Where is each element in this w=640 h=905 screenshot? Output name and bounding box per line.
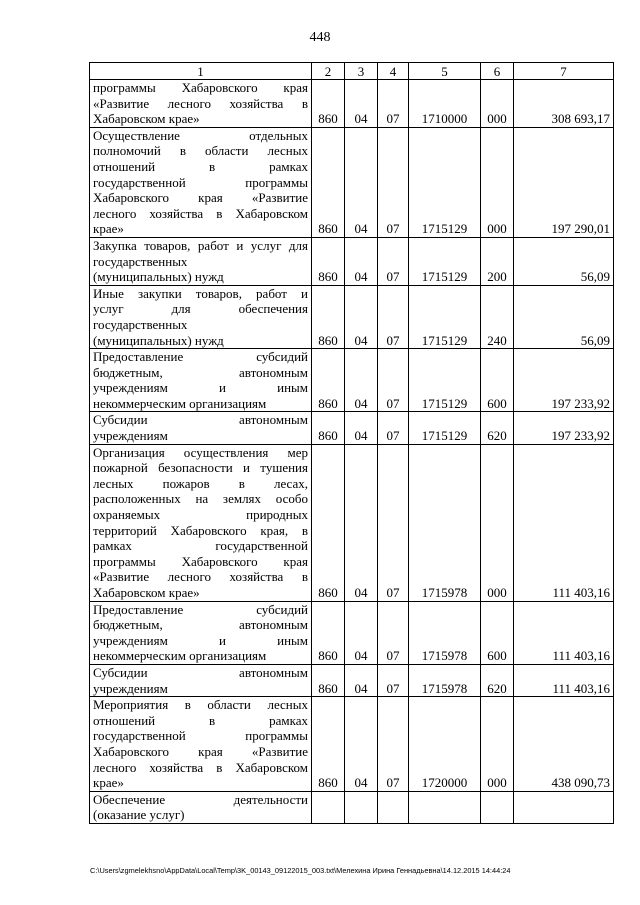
budget-code-cell: 860 bbox=[312, 412, 345, 444]
target-article-cell bbox=[409, 791, 481, 823]
target-article-cell: 1715129 bbox=[409, 412, 481, 444]
amount-cell: 111 403,16 bbox=[514, 601, 614, 664]
item-name-cell bbox=[90, 444, 312, 601]
amount-cell: 197 290,01 bbox=[514, 127, 614, 237]
subsection-cell: 07 bbox=[378, 285, 409, 348]
item-name-line: Хабаровском крае» bbox=[93, 111, 200, 127]
section-cell: 04 bbox=[345, 601, 378, 664]
header-cell-3: 3 bbox=[345, 63, 378, 80]
table-row bbox=[90, 80, 614, 128]
subsection-cell: 07 bbox=[378, 444, 409, 601]
item-name-cell bbox=[90, 237, 312, 285]
item-name-cell bbox=[90, 127, 312, 237]
subsection-cell bbox=[378, 791, 409, 823]
item-name-cell bbox=[90, 664, 312, 696]
item-name-line: бюджетным, автономным bbox=[93, 364, 308, 380]
section-cell: 04 bbox=[345, 412, 378, 444]
item-name-line: Хабаровского края «Развитие bbox=[93, 190, 308, 206]
item-name-line: Мероприятия в области лесных bbox=[93, 697, 308, 713]
item-name-line: охраняемых природных bbox=[93, 507, 308, 523]
item-name-line: (оказание услуг) bbox=[93, 807, 185, 823]
expense-type-cell: 620 bbox=[481, 412, 514, 444]
subsection-cell: 07 bbox=[378, 697, 409, 792]
section-cell: 04 bbox=[345, 444, 378, 601]
budget-code-cell: 860 bbox=[312, 444, 345, 601]
item-name-line: государственной программы bbox=[93, 728, 308, 744]
subsection-cell: 07 bbox=[378, 127, 409, 237]
amount-cell: 111 403,16 bbox=[514, 444, 614, 601]
item-name-line: полномочий в области лесных bbox=[93, 143, 308, 159]
budget-table-body bbox=[90, 63, 614, 824]
item-name-line: Субсидии автономным bbox=[93, 664, 308, 680]
item-name-line: учреждениям и иным bbox=[93, 380, 308, 396]
item-name-cell bbox=[90, 349, 312, 412]
item-name-line: лесных пожаров в лесах, bbox=[93, 475, 308, 491]
budget-code-cell: 860 bbox=[312, 237, 345, 285]
item-name-line: некоммерческим организациям bbox=[93, 395, 267, 411]
item-name-line: некоммерческим организациям bbox=[93, 648, 267, 664]
item-name-line: государственной программы bbox=[93, 174, 308, 190]
target-article-cell: 1715978 bbox=[409, 601, 481, 664]
item-name-line: Осуществление отдельных bbox=[93, 127, 308, 143]
item-name-line: учреждениям bbox=[93, 680, 168, 696]
item-name-cell bbox=[90, 80, 312, 128]
amount-cell: 111 403,16 bbox=[514, 664, 614, 696]
target-article-cell: 1715978 bbox=[409, 664, 481, 696]
table-row bbox=[90, 412, 614, 444]
footer-file-path: C:\Users\zgmelekhsno\AppData\Local\Temp\3K_00143_09122015_003.txt\Мелехина Ирина Геннадьевна\14.12.2015 14:44:24 bbox=[90, 866, 511, 875]
target-article-cell: 1715129 bbox=[409, 237, 481, 285]
item-name-line: (муниципальных) нужд bbox=[93, 332, 224, 348]
table-row bbox=[90, 444, 614, 601]
item-name-line: лесного хозяйства в Хабаровском bbox=[93, 759, 308, 775]
budget-code-cell bbox=[312, 791, 345, 823]
subsection-cell: 07 bbox=[378, 601, 409, 664]
table-row bbox=[90, 664, 614, 696]
budget-code-cell: 860 bbox=[312, 349, 345, 412]
table-row bbox=[90, 237, 614, 285]
item-name-line: учреждениям bbox=[93, 428, 168, 444]
item-name-line: Субсидии автономным bbox=[93, 412, 308, 428]
item-name-line: отношений в рамках bbox=[93, 158, 308, 174]
expense-type-cell: 600 bbox=[481, 349, 514, 412]
target-article-cell: 1710000 bbox=[409, 80, 481, 128]
section-cell: 04 bbox=[345, 349, 378, 412]
expense-type-cell: 000 bbox=[481, 80, 514, 128]
expense-type-cell: 620 bbox=[481, 664, 514, 696]
expense-type-cell: 600 bbox=[481, 601, 514, 664]
page-number: 448 bbox=[309, 30, 331, 45]
budget-code-cell: 860 bbox=[312, 601, 345, 664]
budget-code-cell: 860 bbox=[312, 664, 345, 696]
target-article-cell: 1715129 bbox=[409, 127, 481, 237]
item-name-line: лесного хозяйства в Хабаровском bbox=[93, 205, 308, 221]
item-name-line: рамках государственной bbox=[93, 538, 308, 554]
section-cell: 04 bbox=[345, 697, 378, 792]
header-cell-2: 2 bbox=[312, 63, 345, 80]
subsection-cell: 07 bbox=[378, 664, 409, 696]
section-cell: 04 bbox=[345, 237, 378, 285]
expense-type-cell bbox=[481, 791, 514, 823]
budget-code-cell: 860 bbox=[312, 80, 345, 128]
section-cell: 04 bbox=[345, 664, 378, 696]
item-name-cell bbox=[90, 412, 312, 444]
header-cell-5: 5 bbox=[409, 63, 481, 80]
expense-type-cell: 000 bbox=[481, 127, 514, 237]
item-name-line: учреждениям и иным bbox=[93, 632, 308, 648]
item-name-line: Предоставление субсидий bbox=[93, 349, 308, 365]
subsection-cell: 07 bbox=[378, 237, 409, 285]
header-cell-6: 6 bbox=[481, 63, 514, 80]
item-name-line: крае» bbox=[93, 221, 124, 237]
subsection-cell: 07 bbox=[378, 349, 409, 412]
item-name-line: Организация осуществления мер bbox=[93, 444, 308, 460]
item-name-line: «Развитие лесного хозяйства в bbox=[93, 569, 308, 585]
section-cell bbox=[345, 791, 378, 823]
expense-type-cell: 000 bbox=[481, 697, 514, 792]
item-name-line: (муниципальных) нужд bbox=[93, 269, 224, 285]
table-row bbox=[90, 285, 614, 348]
item-name-line: Хабаровского края «Развитие bbox=[93, 743, 308, 759]
amount-cell: 197 233,92 bbox=[514, 412, 614, 444]
section-cell: 04 bbox=[345, 80, 378, 128]
item-name-cell bbox=[90, 791, 312, 823]
table-row bbox=[90, 791, 614, 823]
item-name-line: программы Хабаровского края bbox=[93, 80, 308, 95]
budget-code-cell: 860 bbox=[312, 127, 345, 237]
table-row bbox=[90, 601, 614, 664]
item-name-cell bbox=[90, 601, 312, 664]
item-name-line: Иные закупки товаров, работ и bbox=[93, 285, 308, 301]
subsection-cell: 07 bbox=[378, 80, 409, 128]
item-name-cell bbox=[90, 285, 312, 348]
item-name-cell bbox=[90, 697, 312, 792]
budget-code-cell: 860 bbox=[312, 697, 345, 792]
item-name-line: услуг для обеспечения bbox=[93, 301, 308, 317]
expense-type-cell: 240 bbox=[481, 285, 514, 348]
section-cell: 04 bbox=[345, 285, 378, 348]
item-name-line: Хабаровском крае» bbox=[93, 585, 200, 600]
amount-cell bbox=[514, 791, 614, 823]
target-article-cell: 1715129 bbox=[409, 285, 481, 348]
table-row bbox=[90, 697, 614, 792]
item-name-line: крае» bbox=[93, 775, 124, 791]
item-name-line: программы Хабаровского края bbox=[93, 553, 308, 569]
target-article-cell: 1720000 bbox=[409, 697, 481, 792]
item-name-line: «Развитие лесного хозяйства в bbox=[93, 95, 308, 111]
header-cell-7: 7 bbox=[514, 63, 614, 80]
amount-cell: 56,09 bbox=[514, 285, 614, 348]
amount-cell: 308 693,17 bbox=[514, 80, 614, 128]
subsection-cell: 07 bbox=[378, 412, 409, 444]
amount-cell: 197 233,92 bbox=[514, 349, 614, 412]
amount-cell: 438 090,73 bbox=[514, 697, 614, 792]
item-name-line: государственных bbox=[93, 316, 188, 332]
target-article-cell: 1715978 bbox=[409, 444, 481, 601]
expense-type-cell: 000 bbox=[481, 444, 514, 601]
item-name-line: Предоставление субсидий bbox=[93, 601, 308, 617]
budget-code-cell: 860 bbox=[312, 285, 345, 348]
expense-type-cell: 200 bbox=[481, 237, 514, 285]
item-name-line: государственных bbox=[93, 253, 188, 269]
item-name-line: Закупка товаров, работ и услуг для bbox=[93, 237, 308, 253]
item-name-line: расположенных на землях особо bbox=[93, 491, 308, 507]
item-name-line: территорий Хабаровского края, в bbox=[93, 522, 308, 538]
budget-table bbox=[89, 62, 614, 824]
table-header-row bbox=[90, 63, 614, 80]
amount-cell: 56,09 bbox=[514, 237, 614, 285]
item-name-line: пожарной безопасности и тушения bbox=[93, 460, 308, 476]
target-article-cell: 1715129 bbox=[409, 349, 481, 412]
item-name-line: бюджетным, автономным bbox=[93, 617, 308, 633]
section-cell: 04 bbox=[345, 127, 378, 237]
table-row bbox=[90, 349, 614, 412]
header-cell-1: 1 bbox=[90, 63, 312, 80]
table-row bbox=[90, 127, 614, 237]
item-name-line: Обеспечение деятельности bbox=[93, 791, 308, 807]
header-cell-4: 4 bbox=[378, 63, 409, 80]
item-name-line: отношений в рамках bbox=[93, 712, 308, 728]
